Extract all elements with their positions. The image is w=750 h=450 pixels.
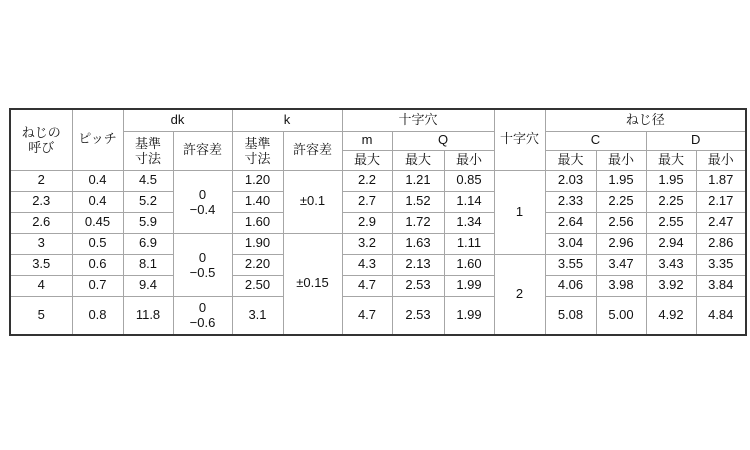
header-d: D <box>646 131 746 150</box>
header-cross-recess-group: 十字穴 <box>342 109 494 131</box>
table-row <box>10 170 746 191</box>
cell-m-max: 4.7 <box>342 275 392 296</box>
cell-dk-tolerance-group2 <box>173 233 232 296</box>
cell-d-min: 4.84 <box>696 296 746 335</box>
cell-q-min: 0.85 <box>444 170 494 191</box>
cell-q-min: 1.34 <box>444 212 494 233</box>
cell-q-min: 1.99 <box>444 275 494 296</box>
header-recess-number: 十字穴 <box>494 109 545 170</box>
cell-pitch: 0.4 <box>72 170 123 191</box>
header-dk-tolerance: 許容差 <box>173 131 232 170</box>
cell-k-basic: 1.60 <box>232 212 283 233</box>
cell-dk-tolerance-group3 <box>173 296 232 335</box>
cell-q-max: 2.13 <box>392 254 444 275</box>
cell-dk-basic: 4.5 <box>123 170 173 191</box>
header-m: m <box>342 131 392 150</box>
cell-c-max: 5.08 <box>545 296 596 335</box>
cell-nominal: 3.5 <box>10 254 72 275</box>
header-dk-basic-line2: 寸法 <box>134 150 161 166</box>
header-m-max: 最大 <box>342 150 392 170</box>
dk-tolerance-upper: 0 <box>198 300 207 316</box>
header-k-group: k <box>232 109 342 131</box>
dk-tolerance-lower: −0.4 <box>189 201 216 217</box>
cell-nominal: 2.6 <box>10 212 72 233</box>
header-k-tolerance: 許容差 <box>283 131 342 170</box>
header-q-min: 最小 <box>444 150 494 170</box>
cell-k-basic: 1.40 <box>232 191 283 212</box>
cell-dk-basic: 9.4 <box>123 275 173 296</box>
cell-q-min: 1.11 <box>444 233 494 254</box>
cell-d-max: 3.43 <box>646 254 696 275</box>
cell-m-max: 3.2 <box>342 233 392 254</box>
cell-q-min: 1.99 <box>444 296 494 335</box>
cell-d-max: 2.94 <box>646 233 696 254</box>
cell-recess-number-group2: 2 <box>494 254 545 335</box>
cell-c-max: 2.03 <box>545 170 596 191</box>
header-q: Q <box>392 131 494 150</box>
cell-m-max: 2.7 <box>342 191 392 212</box>
header-k-basic-dim <box>232 131 283 170</box>
cell-c-max: 4.06 <box>545 275 596 296</box>
cell-c-max: 2.64 <box>545 212 596 233</box>
cell-dk-basic: 11.8 <box>123 296 173 335</box>
cell-nominal: 5 <box>10 296 72 335</box>
cell-k-basic: 2.20 <box>232 254 283 275</box>
cell-dk-basic: 5.9 <box>123 212 173 233</box>
cell-pitch: 0.6 <box>72 254 123 275</box>
cell-pitch: 0.5 <box>72 233 123 254</box>
dk-tolerance-lower: −0.5 <box>189 264 216 280</box>
cell-q-max: 1.52 <box>392 191 444 212</box>
cell-pitch: 0.7 <box>72 275 123 296</box>
cell-q-min: 1.14 <box>444 191 494 212</box>
header-nominal <box>10 109 72 170</box>
cell-k-basic: 1.90 <box>232 233 283 254</box>
cell-c-min: 2.56 <box>596 212 646 233</box>
cell-q-max: 1.21 <box>392 170 444 191</box>
cell-dk-basic: 5.2 <box>123 191 173 212</box>
dk-tolerance-upper: 0 <box>198 186 207 202</box>
table-row <box>10 233 746 254</box>
cell-k-tolerance-group2: ±0.15 <box>283 233 342 335</box>
cell-dk-tolerance-group1 <box>173 170 232 233</box>
cell-nominal: 4 <box>10 275 72 296</box>
cell-c-max: 3.04 <box>545 233 596 254</box>
dk-tolerance-lower: −0.6 <box>189 315 216 331</box>
header-c-max: 最大 <box>545 150 596 170</box>
cell-dk-basic: 8.1 <box>123 254 173 275</box>
header-d-min: 最小 <box>696 150 746 170</box>
cell-nominal: 2 <box>10 170 72 191</box>
table-row <box>10 191 746 212</box>
cell-d-max: 1.95 <box>646 170 696 191</box>
cell-d-min: 3.35 <box>696 254 746 275</box>
table-container <box>9 108 747 336</box>
header-q-max: 最大 <box>392 150 444 170</box>
cell-m-max: 2.9 <box>342 212 392 233</box>
cell-d-min: 3.84 <box>696 275 746 296</box>
cell-c-min: 3.98 <box>596 275 646 296</box>
cell-q-max: 2.53 <box>392 275 444 296</box>
cell-d-max: 2.55 <box>646 212 696 233</box>
cell-q-min: 1.60 <box>444 254 494 275</box>
cell-k-basic: 2.50 <box>232 275 283 296</box>
cell-dk-basic: 6.9 <box>123 233 173 254</box>
cell-k-basic: 3.1 <box>232 296 283 335</box>
table-row <box>10 254 746 275</box>
cell-pitch: 0.45 <box>72 212 123 233</box>
header-dk-basic-line1: 基準 <box>134 135 161 151</box>
screw-dimension-table <box>9 108 747 336</box>
cell-d-max: 4.92 <box>646 296 696 335</box>
cell-c-min: 1.95 <box>596 170 646 191</box>
cell-q-max: 1.63 <box>392 233 444 254</box>
cell-c-min: 2.96 <box>596 233 646 254</box>
header-d-max: 最大 <box>646 150 696 170</box>
cell-k-basic: 1.20 <box>232 170 283 191</box>
header-k-basic-line2: 寸法 <box>244 150 271 166</box>
cell-c-min: 3.47 <box>596 254 646 275</box>
cell-d-min: 2.47 <box>696 212 746 233</box>
cell-m-max: 4.3 <box>342 254 392 275</box>
cell-pitch: 0.4 <box>72 191 123 212</box>
cell-nominal: 2.3 <box>10 191 72 212</box>
cell-m-max: 2.2 <box>342 170 392 191</box>
header-dk-basic-dim <box>123 131 173 170</box>
cell-q-max: 2.53 <box>392 296 444 335</box>
cell-m-max: 4.7 <box>342 296 392 335</box>
header-pitch: ピッチ <box>72 109 123 170</box>
cell-d-min: 1.87 <box>696 170 746 191</box>
header-thread-diameter-group: ねじ径 <box>545 109 746 131</box>
header-nominal-line1: ねじの <box>21 124 61 140</box>
cell-d-min: 2.86 <box>696 233 746 254</box>
cell-nominal: 3 <box>10 233 72 254</box>
cell-c-min: 5.00 <box>596 296 646 335</box>
table-row <box>10 296 746 335</box>
cell-pitch: 0.8 <box>72 296 123 335</box>
table-row <box>10 212 746 233</box>
cell-d-min: 2.17 <box>696 191 746 212</box>
table-row <box>10 275 746 296</box>
header-c-min: 最小 <box>596 150 646 170</box>
cell-d-max: 2.25 <box>646 191 696 212</box>
cell-recess-number-group1: 1 <box>494 170 545 254</box>
header-c: C <box>545 131 646 150</box>
cell-d-max: 3.92 <box>646 275 696 296</box>
cell-c-max: 2.33 <box>545 191 596 212</box>
cell-k-tolerance-group1: ±0.1 <box>283 170 342 233</box>
header-dk-group: dk <box>123 109 232 131</box>
cell-q-max: 1.72 <box>392 212 444 233</box>
header-nominal-line2: 呼び <box>28 139 55 155</box>
dk-tolerance-upper: 0 <box>198 249 207 265</box>
cell-c-max: 3.55 <box>545 254 596 275</box>
cell-c-min: 2.25 <box>596 191 646 212</box>
header-k-basic-line1: 基準 <box>244 135 271 151</box>
